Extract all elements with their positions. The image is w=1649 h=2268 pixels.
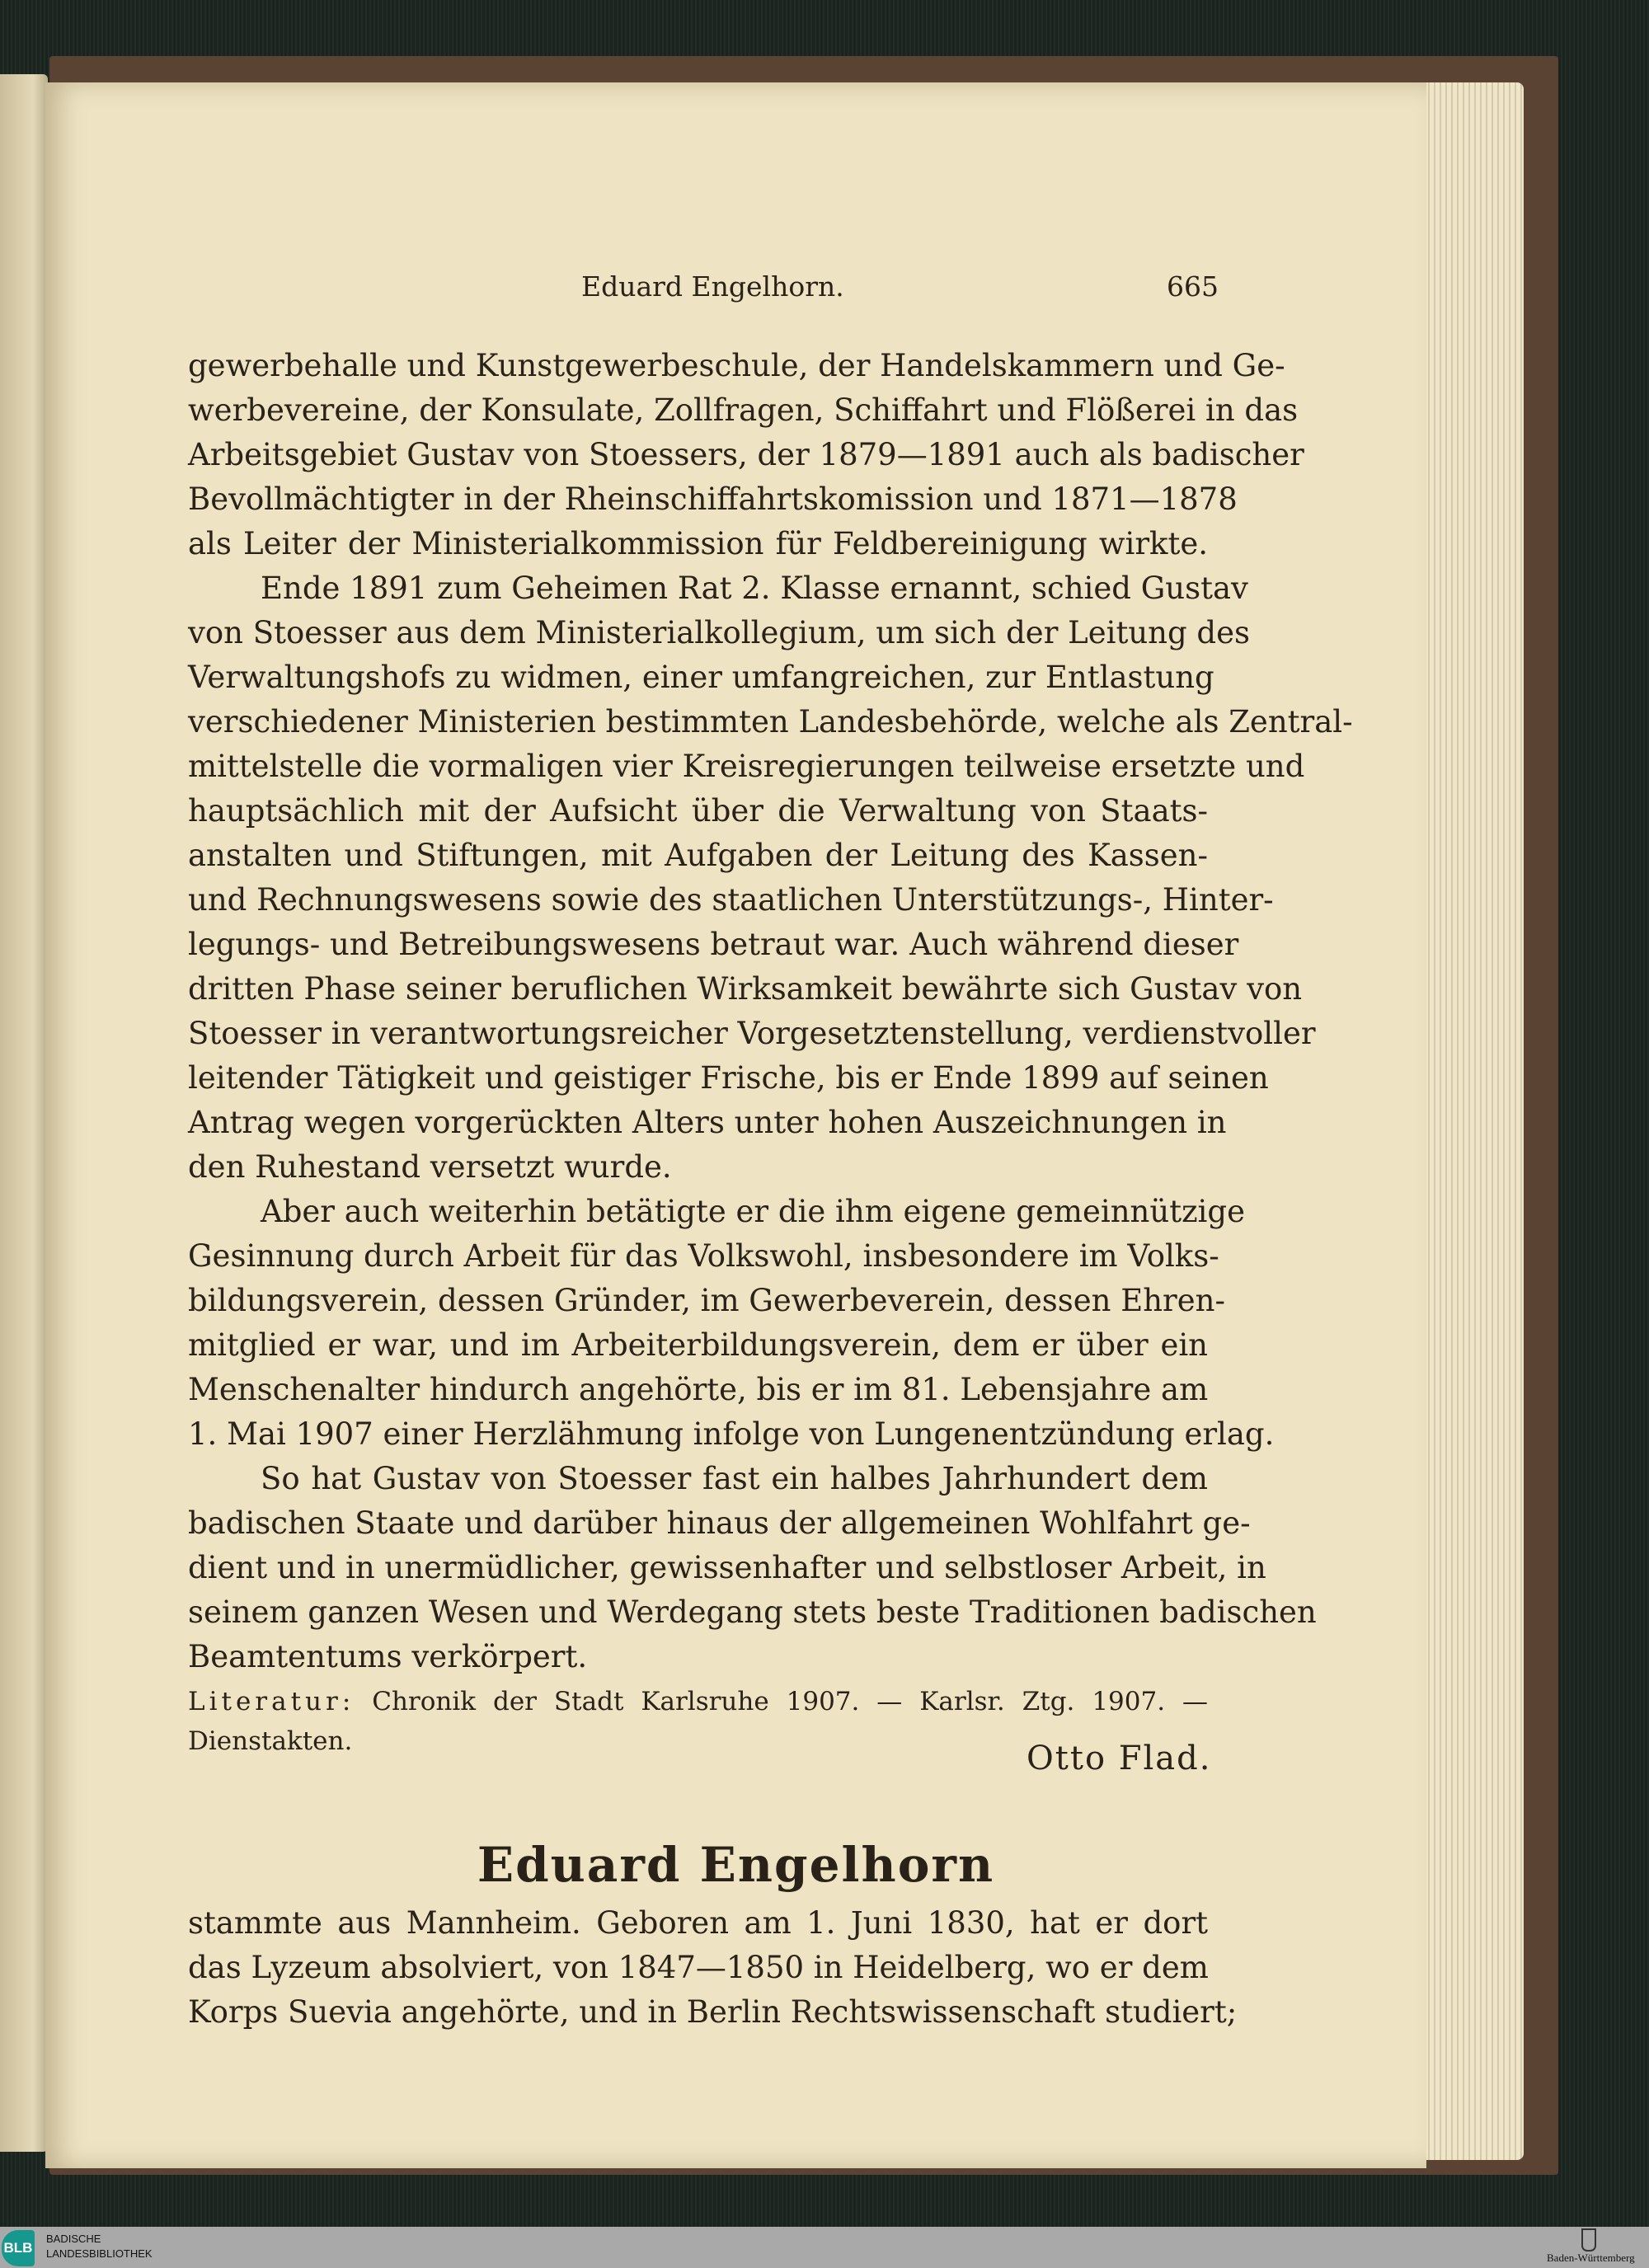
text-line: badischen Staate und darüber hinaus der allgemeinen Wohlfahrt ge- (188, 1505, 1251, 1541)
literature-label: Literatur: (188, 1687, 355, 1716)
text-line: legungs- und Betreibungswesens betraut war. Auch während dieser (188, 927, 1239, 962)
page-number: 665 (1167, 270, 1219, 303)
text-line: Menschenalter hindurch angehörte, bis er im 81. Lebensjahre am (188, 1372, 1209, 1407)
text-line: Gesinnung durch Arbeit für das Volkswohl, insbesondere im Volks- (188, 1238, 1219, 1274)
library-name (46, 2232, 153, 2261)
text-line: von Stoesser aus dem Ministerialkollegium, um sich der Leitung des (188, 615, 1250, 650)
text-line: den Ruhestand versetzt wurde. (188, 1149, 672, 1185)
text-line: Arbeitsgebiet Gustav von Stoessers, der 1879—1891 auch als badischer (188, 437, 1304, 472)
article-heading: Eduard Engelhorn (477, 1837, 995, 1893)
page-edges (1418, 82, 1524, 2160)
text-line: anstalten und Stiftungen, mit Aufgaben der Leitung des Kassen- (188, 838, 1208, 873)
previous-page-edge (0, 74, 48, 2152)
text-line: bildungsverein, dessen Gründer, im Gewerbeverein, dessen Ehren- (188, 1283, 1225, 1318)
text-line: So hat Gustav von Stoesser fast ein halbes Jahrhundert dem (261, 1461, 1208, 1496)
literature-sources: Chronik der Stadt Karlsruhe 1907. — Karlsr. Ztg. 1907. — (372, 1687, 1209, 1716)
author-signature: Otto Flad. (1027, 1740, 1212, 1777)
literature-sources-cont: Dienstakten. (188, 1726, 353, 1756)
state-label: Baden-Württemberg (1547, 2252, 1635, 2264)
text-line: Korps Suevia angehörte, und in Berlin Rechtswissenschaft studiert; (188, 1994, 1238, 2030)
coat-of-arms-icon (1581, 2228, 1596, 2252)
text-line: Antrag wegen vorgerückten Alters unter hohen Auszeichnungen in (188, 1105, 1227, 1140)
text-line: und Rechnungswesens sowie des staatlichen Unterstützungs-, Hinter- (188, 882, 1274, 918)
text-line: werbevereine, der Konsulate, Zollfragen, Schiffahrt und Flößerei in das (188, 392, 1299, 428)
text-line: mitglied er war, und im Arbeiterbildungsverein, dem er über ein (188, 1327, 1208, 1363)
running-title: Eduard Engelhorn. (581, 270, 844, 303)
library-name-line2: LANDESBIBLIOTHEK (46, 2247, 153, 2260)
text-line: mittelstelle die vormaligen vier Kreisregierungen teilweise ersetzte und (188, 749, 1305, 784)
text-line: Verwaltungshofs zu widmen, einer umfangreichen, zur Entlastung (188, 660, 1214, 695)
text-line: seinem ganzen Wesen und Werdegang stets beste Traditionen badischen (188, 1594, 1317, 1630)
text-line: Ende 1891 zum Geheimen Rat 2. Klasse ernannt, schied Gustav (261, 571, 1248, 606)
text-line: Beamtentums verkörpert. (188, 1639, 588, 1674)
footer-bar (0, 2227, 1649, 2268)
text-line: hauptsächlich mit der Aufsicht über die Verwaltung von Staats- (188, 793, 1208, 829)
article-body (188, 344, 1353, 1679)
library-name-line1: BADISCHE (46, 2233, 101, 2245)
text-line: verschiedener Ministerien bestimmten Landesbehörde, welche als Zentral- (188, 704, 1353, 740)
text-line: dient und in unermüdlicher, gewissenhafter und selbstloser Arbeit, in (188, 1550, 1266, 1585)
text-line: leitender Tätigkeit und geistiger Frische, bis er Ende 1899 auf seinen (188, 1060, 1269, 1096)
text-line: das Lyzeum absolviert, von 1847—1850 in Heidelberg, wo er dem (188, 1950, 1209, 1985)
text-line: Aber auch weiterhin betätigte er die ihm eigene gemeinnützige (261, 1194, 1245, 1229)
book-page (45, 82, 1426, 2168)
blb-logo[interactable]: BLB (2, 2230, 35, 2266)
next-article-body (188, 1901, 1238, 2035)
text-line: dritten Phase seiner beruflichen Wirksamkeit bewährte sich Gustav von (188, 971, 1303, 1007)
text-line: stammte aus Mannheim. Geboren am 1. Juni 1830, hat er dort (188, 1905, 1208, 1941)
text-line: 1. Mai 1907 einer Herzlähmung infolge von Lungenentzündung erlag. (188, 1416, 1275, 1452)
text-line: Stoesser in verantwortungsreicher Vorgesetztenstellung, verdienstvoller (188, 1016, 1316, 1051)
text-line: gewerbehalle und Kunstgewerbeschule, der Handelskammern und Ge- (188, 348, 1285, 383)
text-line: als Leiter der Ministerialkommission für Feldbereinigung wirkte. (188, 526, 1208, 561)
text-line: Bevollmächtigter in der Rheinschiffahrtskomission und 1871—1878 (188, 481, 1238, 517)
running-head (45, 270, 1426, 312)
